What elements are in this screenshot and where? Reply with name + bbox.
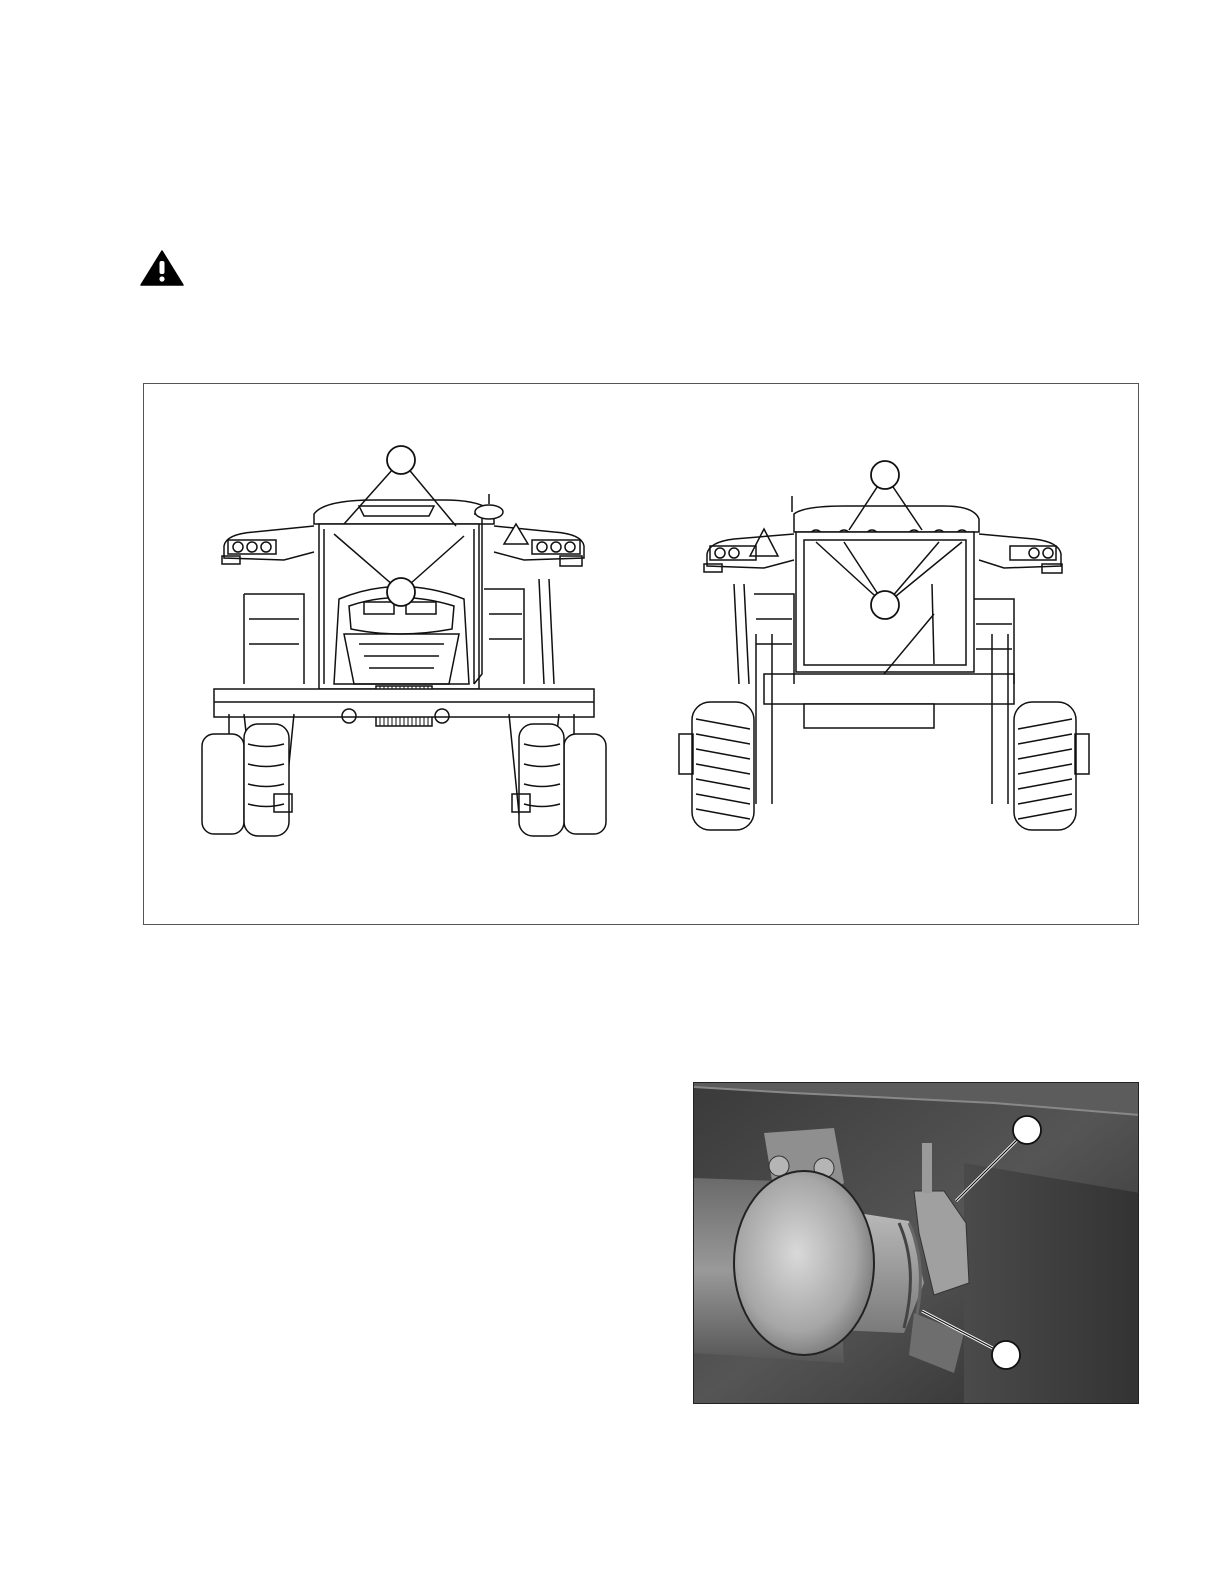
- rear-view: [679, 475, 1089, 830]
- callout-circle: [871, 591, 899, 619]
- front-view: [202, 460, 606, 836]
- callout-circle: [387, 446, 415, 474]
- callout-circle: [871, 461, 899, 489]
- warning-triangle-icon: [140, 250, 184, 286]
- callout-circle: [387, 578, 415, 606]
- light-closeup-photo: [693, 1082, 1139, 1404]
- machine-views-figure: [143, 383, 1139, 925]
